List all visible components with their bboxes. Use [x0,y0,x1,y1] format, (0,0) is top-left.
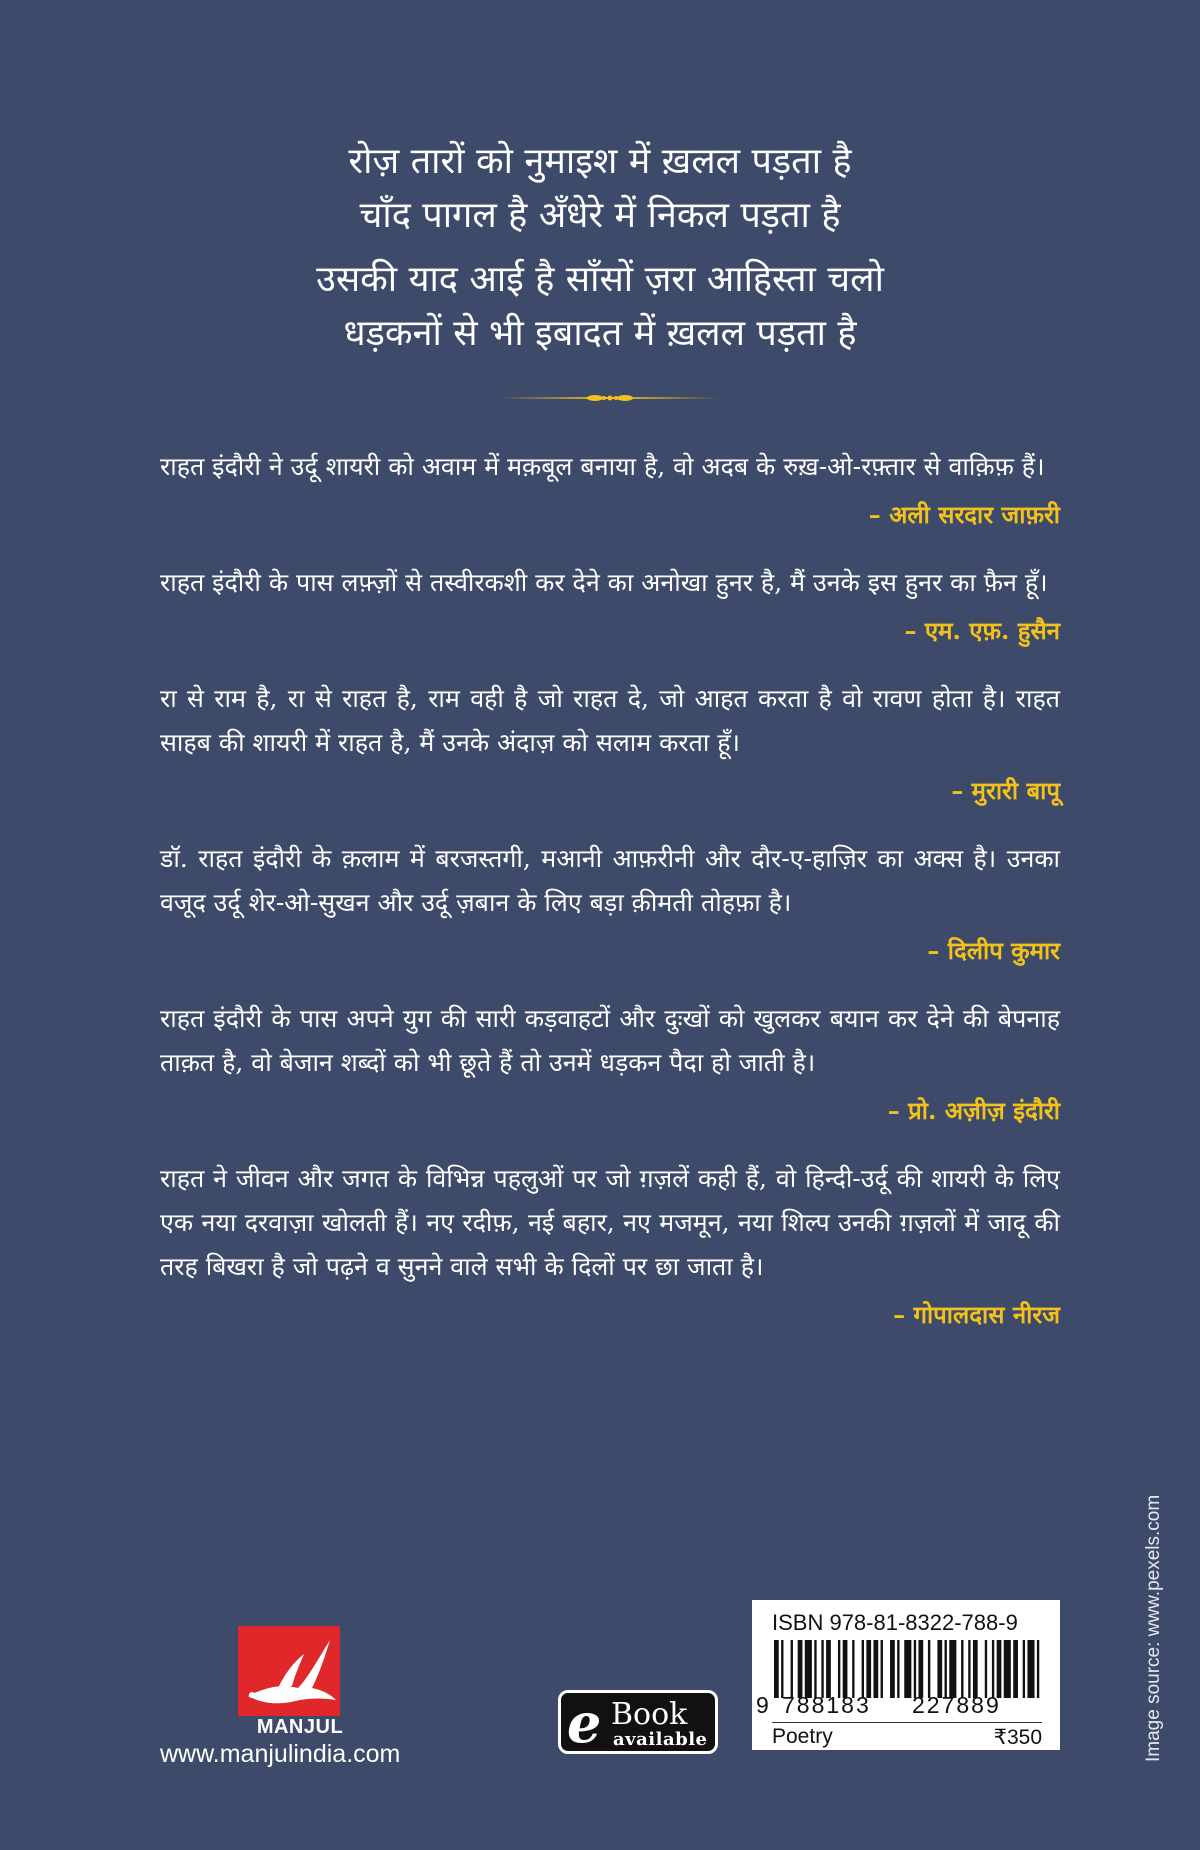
book-price: ₹350 [993,1726,1042,1749]
testimonial-author: – दिलीप कुमार [927,936,1060,965]
barcode-digit-first: 9 [756,1692,771,1718]
barcode-bars-icon [774,1640,1044,1698]
testimonial-text: डॉ. राहत इंदौरी के क़लाम में बरजस्तगी, मआनी आफ़रीनी और दौर-ए-हाज़िर का अक्स है। उनका वजूद उर्दू शेर-ओ-सुखन और उर्दू ज़बान के लिए बड़ा क़ीमती तोहफ़ा है। [160,844,1060,917]
testimonial-text: रा से राम है, रा से राहत है, राम वही है जो राहत दे, जो आहत करता है वो रावण होता है। राहत साहब की शायरी में राहत है, मैं उनके अंदाज़ को सलाम करता हूँ। [160,684,1060,757]
testimonial [160,677,1060,811]
testimonial [160,445,1060,535]
image-credit: Image source: www.pexels.com [1143,1494,1164,1762]
flying-bird-icon [238,1626,340,1716]
testimonial [160,837,1060,971]
testimonial-author: – प्रो. अज़ीज़ इंदौरी [887,1096,1060,1125]
ebook-letter: e [567,1691,602,1755]
poem-line: चाँद पागल है अँधेरे में निकल पड़ता है [359,195,841,236]
testimonial [160,997,1060,1131]
ebook-available-label: available [613,1729,708,1750]
publisher-website: www.manjulindia.com [160,1740,401,1768]
publisher-logo [238,1626,340,1716]
testimonial [160,561,1060,651]
testimonial-text: राहत इंदौरी के पास अपने युग की सारी कड़वाहटों और दुःखों को खुलकर बयान कर देने की बेपनाह ताक़त है, वो बेजान शब्दों को भी छूते हैं तो उनमें धड़कन पैदा हो जाती है। [160,1004,1060,1077]
testimonial [160,1157,1060,1335]
barcode-digits-group-1: 788183 [782,1692,871,1718]
poem-stanza-2 [0,253,1200,361]
poem-block [0,135,1200,371]
testimonial-author: – मुरारी बापू [951,776,1060,805]
testimonial-author: – अली सरदार जाफ़री [868,500,1060,529]
ebook-available-badge [558,1690,718,1754]
testimonial-text: राहत इंदौरी ने उर्दू शायरी को अवाम में मक़बूल बनाया है, वो अदब के रुख़-ओ-रफ़्तार से वाक़िफ़ हैं। [160,452,1045,481]
ebook-word: Book [611,1697,688,1732]
book-category: Poetry [772,1725,833,1748]
ornament-divider-icon [500,390,720,406]
poem-line: धड़कनों से भी इबादत में ख़लल पड़ता है [343,313,857,354]
publisher-name: MANJUL [256,1716,344,1738]
isbn-number: ISBN 978-81-8322-788-9 [772,1610,1018,1635]
testimonial-author: – एम. एफ़. हुसैन [904,616,1060,645]
isbn-barcode-box [752,1600,1060,1750]
testimonials [160,445,1060,1361]
category-price-row [772,1722,1042,1749]
poem-stanza-1 [0,135,1200,243]
poem-line: रोज़ तारों को नुमाइश में ख़लल पड़ता है [348,141,852,182]
testimonial-text: राहत इंदौरी के पास लफ़्ज़ों से तस्वीरकशी कर देने का अनोखा हुनर है, मैं उनके इस हुनर का फ़ैन हूँ। [160,568,1048,597]
barcode-digits-group-2: 227889 [912,1692,1001,1718]
testimonial-author: – गोपालदास नीरज [893,1300,1060,1329]
testimonial-text: राहत ने जीवन और जगत के विभिन्न पहलुओं पर जो ग़ज़लें कही हैं, वो हिन्दी-उर्दू की शायरी के लिए एक नया दरवाज़ा खोलती हैं। नए रदीफ़, नई बहार, नए मजमून, नया शिल्प उनकी ग़ज़लों में जादू की तरह बिखरा है जो पढ़ने व सुनने वाले सभी के दिलों पर छा जाता है। [160,1164,1060,1281]
poem-line: उसकी याद आई है साँसों ज़रा आहिस्ता चलो [316,259,884,300]
